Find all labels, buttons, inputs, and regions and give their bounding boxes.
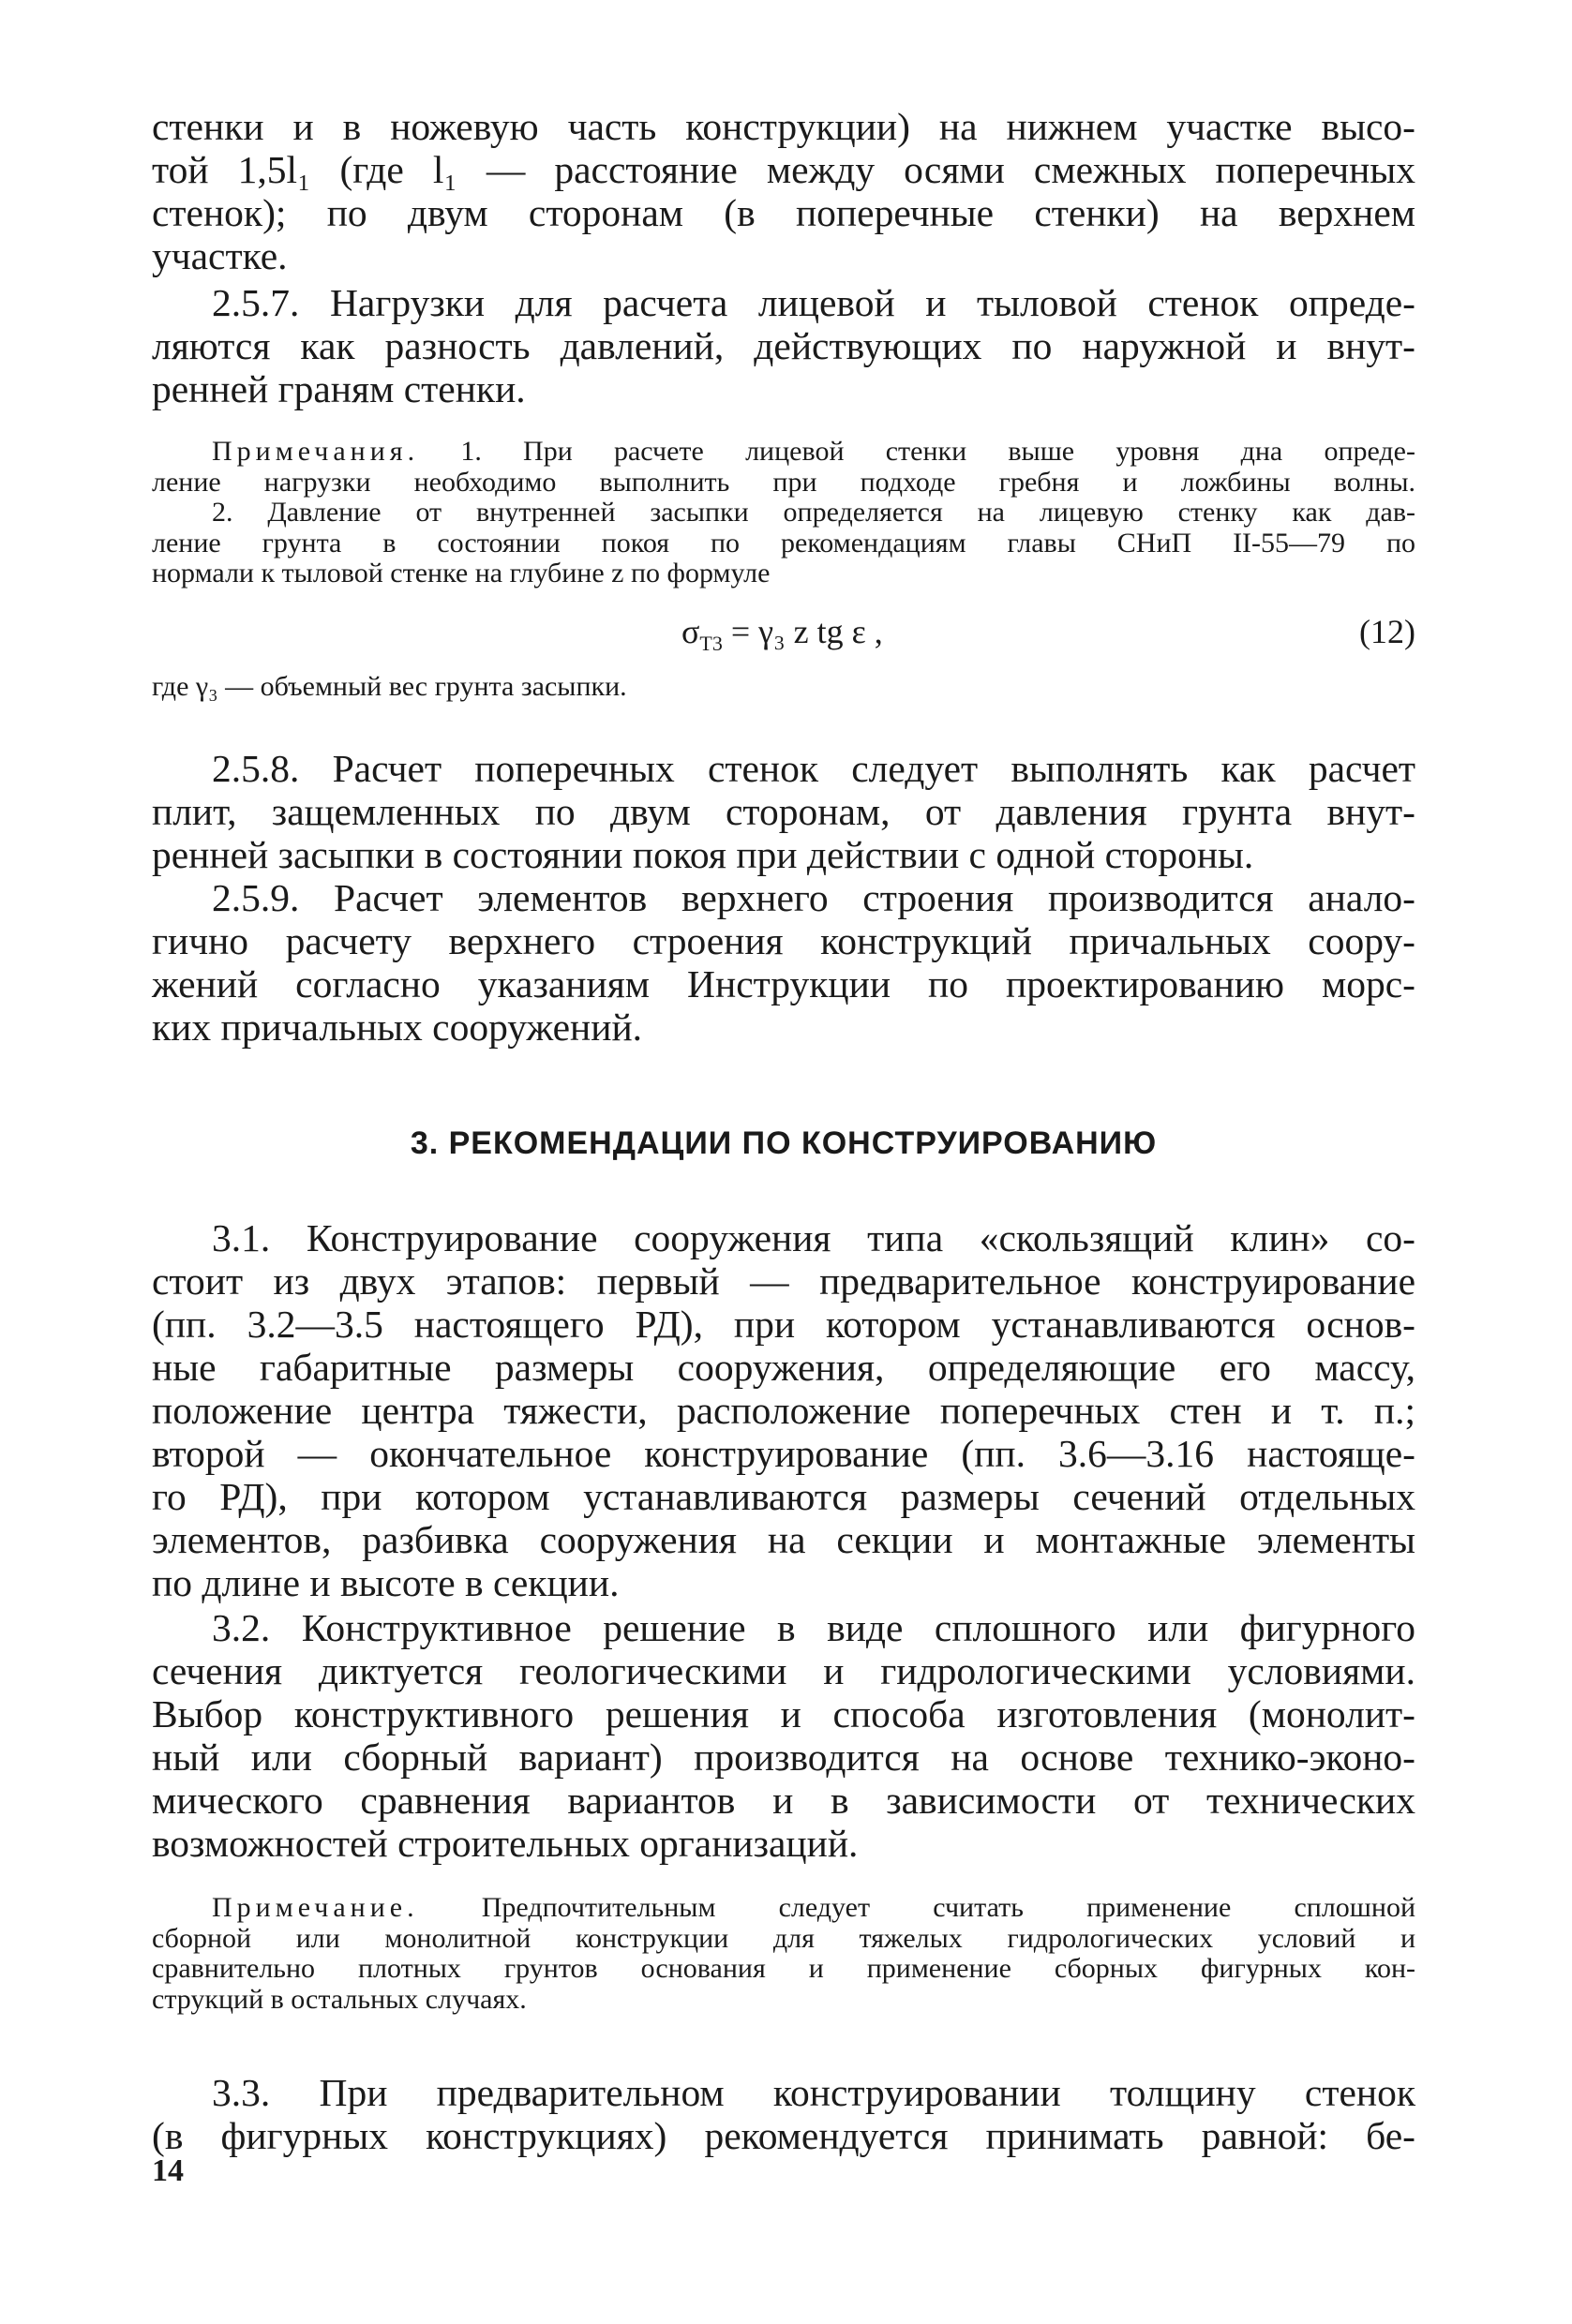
text-line: той 1,5l₁ (где l₁ — расстояние между осями смежных поперечных bbox=[152, 148, 1415, 191]
text-line: плит, защемленных по двум сторонам, от давления грунта внут- bbox=[152, 790, 1415, 833]
text-line: 3.2. Конструктивное решение в виде сплошного или фигурного bbox=[212, 1606, 1415, 1649]
text-line: второй — окончательное конструирование (пп. 3.6—3.16 настояще- bbox=[152, 1432, 1415, 1475]
paragraph-3-2 bbox=[152, 1606, 1415, 1865]
paragraph-3-1 bbox=[152, 1216, 1415, 1604]
text-line: ляются как разность давлений, действующих по наружной и внут- bbox=[152, 324, 1415, 367]
note-line: 2. Давление от внутренней засыпки определяется на лицевую стенку как дав- bbox=[212, 497, 1415, 528]
text-line: по длине и высоте в секции. bbox=[152, 1561, 620, 1604]
text-line: стоит из двух этапов: первый — предварительное конструирование bbox=[152, 1259, 1415, 1303]
section-heading: 3. РЕКОМЕНДАЦИИ ПО КОНСТРУИРОВАНИЮ bbox=[410, 1125, 1158, 1161]
paragraph-3-3 bbox=[152, 2071, 1415, 2157]
formula-12 bbox=[152, 606, 1415, 659]
note-line: где γ₃ — объемный вес грунта засыпки. bbox=[152, 670, 627, 702]
text-line: положение центра тяжести, расположение поперечных стен и т. п.; bbox=[152, 1389, 1415, 1432]
text-line: стенки и в ножевую часть конструкции) на нижнем участке высо- bbox=[152, 105, 1415, 148]
text-line: участке. bbox=[152, 234, 288, 277]
note-label: Примечание. bbox=[212, 1892, 419, 1923]
formula-number: (12) bbox=[1359, 612, 1415, 650]
formula-rhs: = γ₃ z tg ε , bbox=[722, 612, 883, 650]
text-line: (пп. 3.2—3.5 настоящего РД), при котором устанавливаются основ- bbox=[152, 1303, 1415, 1346]
page-number: 14 bbox=[152, 2153, 184, 2188]
text-line: ких причальных сооружений. bbox=[152, 1006, 643, 1049]
note-text: 1. При расчете лицевой стенки выше уровня дна опреде- bbox=[419, 436, 1415, 467]
note-block-2 bbox=[152, 1893, 1415, 2015]
paragraph-2-5-7 bbox=[152, 281, 1415, 410]
note-line: ление нагрузки необходимо выполнить при подходе гребня и ложбины волны. bbox=[152, 466, 1415, 498]
text-line: го РД), при котором устанавливаются размеры сечений отдельных bbox=[152, 1475, 1415, 1518]
note-line bbox=[152, 437, 1415, 468]
text-line: 2.5.8. Расчет поперечных стенок следует выполнять как расчет bbox=[212, 747, 1415, 790]
note-label: Примечания. bbox=[212, 436, 420, 467]
text-line: 2.5.9. Расчет элементов верхнего строения производится анало- bbox=[212, 876, 1415, 919]
note-line: ление грунта в состоянии покоя по рекомендациям главы СНиП II-55—79 по bbox=[152, 527, 1415, 559]
note-line: нормали к тыловой стенке на глубине z по формуле bbox=[152, 558, 771, 588]
text-line: 3.1. Конструирование сооружения типа «скользящий клин» со- bbox=[212, 1216, 1415, 1259]
text-line: (в фигурных конструкциях) рекомендуется принимать равной: бе- bbox=[152, 2114, 1415, 2157]
formula-subscript: Т3 bbox=[699, 631, 723, 655]
note-line: сравнительно плотных грунтов основания и применение сборных фигурных кон- bbox=[152, 1953, 1415, 1984]
note-line bbox=[152, 1893, 1415, 1924]
text-line: мического сравнения вариантов и в зависимости от технических bbox=[152, 1779, 1415, 1822]
note-line: струкций в остальных случаях. bbox=[152, 1983, 527, 2015]
note-block-1 bbox=[152, 437, 1415, 589]
page-body bbox=[152, 105, 1415, 2157]
note-text: Предпочтительным следует считать применение сплошной bbox=[418, 1892, 1415, 1923]
formula-sigma: σ bbox=[681, 612, 700, 650]
text-line: сечения диктуется геологическими и гидрологическими условиями. bbox=[152, 1649, 1415, 1692]
paragraph-continuation bbox=[152, 105, 1415, 277]
formula-expression bbox=[681, 612, 883, 656]
note-line: сборной или монолитной конструкции для тяжелых гидрологических условий и bbox=[152, 1922, 1415, 1954]
text-line: гично расчету верхнего строения конструкций причальных соору- bbox=[152, 919, 1415, 962]
text-line: возможностей строительных организаций. bbox=[152, 1822, 859, 1865]
text-line: 2.5.7. Нагрузки для расчета лицевой и тыловой стенок опреде- bbox=[212, 281, 1415, 324]
text-line: ные габаритные размеры сооружения, определяющие его массу, bbox=[152, 1346, 1415, 1389]
text-line: жений согласно указаниям Инструкции по проектированию морс- bbox=[152, 962, 1415, 1006]
text-line: Выбор конструктивного решения и способа изготовления (монолит- bbox=[152, 1692, 1415, 1736]
text-line: 3.3. При предварительном конструировании толщину стенок bbox=[212, 2071, 1415, 2114]
text-line: ренней граням стенки. bbox=[152, 367, 526, 410]
paragraph-2-5-9 bbox=[152, 876, 1415, 1049]
text-line: ный или сборный вариант) производится на основе технико-эконо- bbox=[152, 1736, 1415, 1779]
text-line: стенок); по двум сторонам (в поперечные стенки) на верхнем bbox=[152, 191, 1415, 234]
paragraph-2-5-8 bbox=[152, 747, 1415, 876]
text-line: ренней засыпки в состоянии покоя при действии с одной стороны. bbox=[152, 833, 1254, 876]
text-line: элементов, разбивка сооружения на секции и монтажные элементы bbox=[152, 1518, 1415, 1561]
formula-where bbox=[152, 672, 1415, 703]
